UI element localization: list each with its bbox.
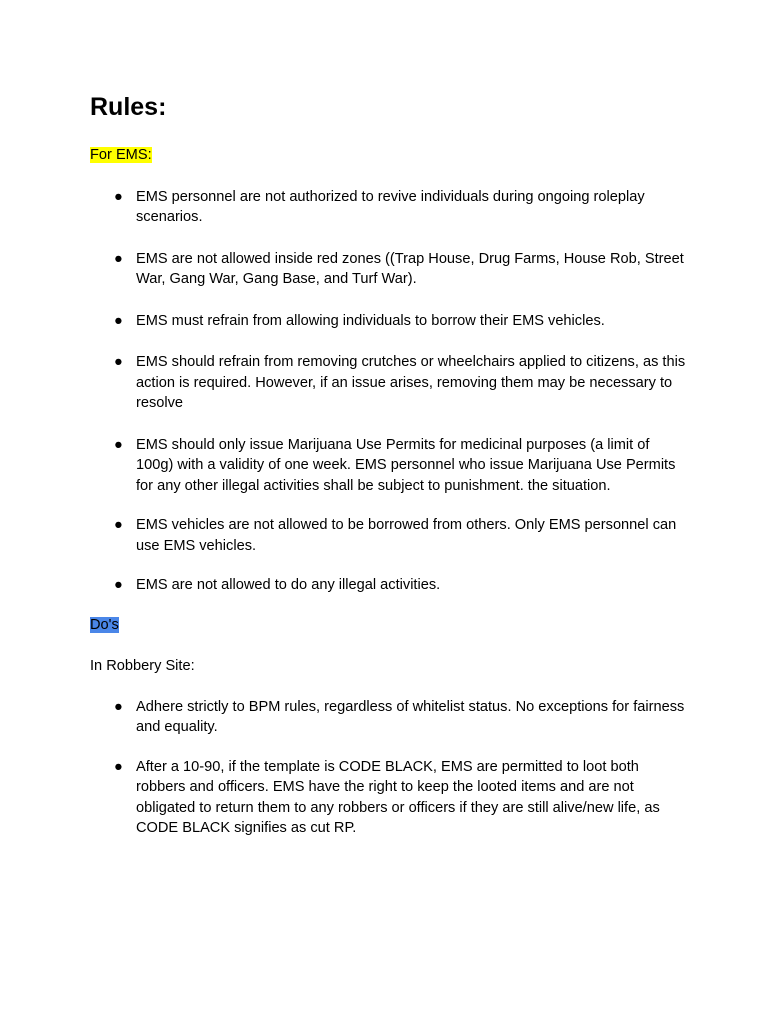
bullet-icon: ● — [114, 758, 123, 775]
robbery-rules-list — [90, 697, 690, 839]
list-item — [90, 435, 690, 497]
ems-rules-list — [90, 187, 690, 596]
list-item-text: EMS should only issue Marijuana Use Permits for medicinal purposes (a limit of 100g) with a validity of one week. EMS personnel who issue Marijuana Use Permits for any other illegal activities shall be subject to punishment. the situation. — [136, 436, 676, 494]
dos-heading-highlight: Do's — [90, 616, 119, 633]
list-item — [90, 515, 690, 556]
list-item-text: EMS personnel are not authorized to revive individuals during ongoing roleplay scenarios. — [136, 188, 645, 225]
page-title: Rules: — [90, 93, 167, 121]
list-item-text: After a 10-90, if the template is CODE BLACK, EMS are permitted to loot both robbers and officers. EMS have the right to keep the looted items and are not obligated to return them to any robbers or officers if they are still alive/new life, as CODE BLACK signifies as cut RP. — [136, 758, 660, 836]
bullet-icon: ● — [114, 698, 123, 715]
bullet-icon: ● — [114, 312, 123, 329]
list-item — [90, 352, 690, 414]
list-item-text: EMS should refrain from removing crutches or wheelchairs applied to citizens, as this action is required. However, if an issue arises, removing them may be necessary to resolve — [136, 354, 686, 411]
ems-heading — [90, 145, 690, 166]
list-item — [90, 697, 690, 738]
document-page — [90, 90, 690, 839]
bullet-icon: ● — [114, 436, 123, 453]
bullet-icon: ● — [114, 577, 123, 593]
list-item — [90, 249, 690, 290]
list-item-text: EMS vehicles are not allowed to be borrowed from others. Only EMS personnel can use EMS vehicles. — [136, 517, 677, 554]
robbery-heading: In Robbery Site: — [90, 658, 195, 674]
dos-heading — [90, 615, 690, 636]
list-item-text: EMS are not allowed inside red zones ((Trap House, Drug Farms, House Rob, Street War, Gang War, Gang Base, and Turf War). — [136, 250, 684, 287]
list-item-text: EMS are not allowed to do any illegal activities. — [136, 577, 441, 593]
ems-heading-highlight: For EMS: — [90, 147, 152, 163]
list-item — [90, 757, 690, 839]
list-item — [90, 575, 690, 596]
bullet-icon: ● — [114, 188, 123, 205]
bullet-icon: ● — [114, 354, 123, 370]
list-item — [90, 311, 690, 332]
list-item-text: EMS must refrain from allowing individuals to borrow their EMS vehicles. — [136, 312, 605, 329]
list-item — [90, 187, 690, 228]
bullet-icon: ● — [114, 517, 123, 533]
bullet-icon: ● — [114, 250, 123, 267]
list-item-text: Adhere strictly to BPM rules, regardless of whitelist status. No exceptions for fairness and equality. — [136, 698, 685, 735]
